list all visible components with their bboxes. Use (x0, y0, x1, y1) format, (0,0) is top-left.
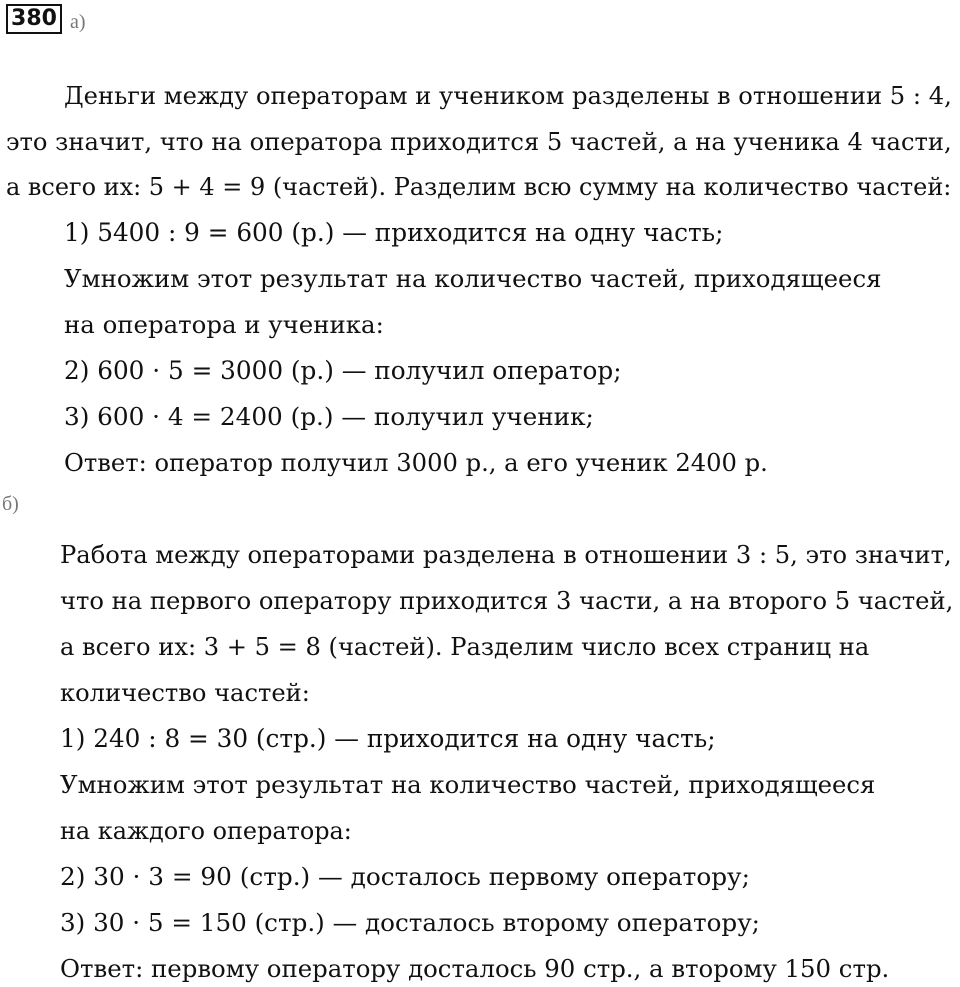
text-line: что на первого оператору приходится 3 части, а на второго 5 частей, (60, 587, 954, 615)
part-b-label: б) (2, 493, 19, 515)
text-line: на каждого оператора: (60, 817, 352, 845)
text-line: а всего их: 3 + 5 = 8 (частей). Разделим число всех страниц на (60, 633, 870, 661)
text-line: Умножим этот результат на количество частей, приходящееся (60, 770, 876, 799)
text-line: Работа между операторами разделена в отношении 3 : 5, это значит, (60, 541, 952, 569)
text-line: а всего их: 5 + 4 = 9 (частей). Разделим всю сумму на количество частей: (6, 173, 952, 201)
text-line: Деньги между операторам и учеником разделены в отношении 5 : 4, (64, 82, 952, 110)
part-a-label: а) (70, 11, 86, 33)
text-line: 3) 30 · 5 = 150 (стр.) — досталось второму оператору; (60, 908, 760, 937)
text-line: 3) 600 · 4 = 2400 (р.) — получил ученик; (64, 402, 594, 431)
text-line: 1) 240 : 8 = 30 (стр.) — приходится на одну часть; (60, 724, 716, 753)
text-line: 2) 30 · 3 = 90 (стр.) — досталось первому оператору; (60, 862, 750, 891)
problem-number: 380 (6, 4, 62, 34)
text-line: 1) 5400 : 9 = 600 (р.) — приходится на одну часть; (64, 218, 724, 247)
text-line: количество частей: (60, 679, 310, 707)
text-line: на оператора и ученика: (64, 310, 384, 339)
text-line: 2) 600 · 5 = 3000 (р.) — получил оператор; (64, 356, 622, 385)
text-line: это значит, что на оператора приходится 5 частей, а на ученика 4 части, (6, 128, 952, 156)
text-line: Умножим этот результат на количество частей, приходящееся (64, 264, 882, 293)
text-line: Ответ: оператор получил 3000 р., а его ученик 2400 р. (64, 449, 768, 477)
text-line: Ответ: первому оператору досталось 90 стр., а второму 150 стр. (60, 954, 890, 983)
